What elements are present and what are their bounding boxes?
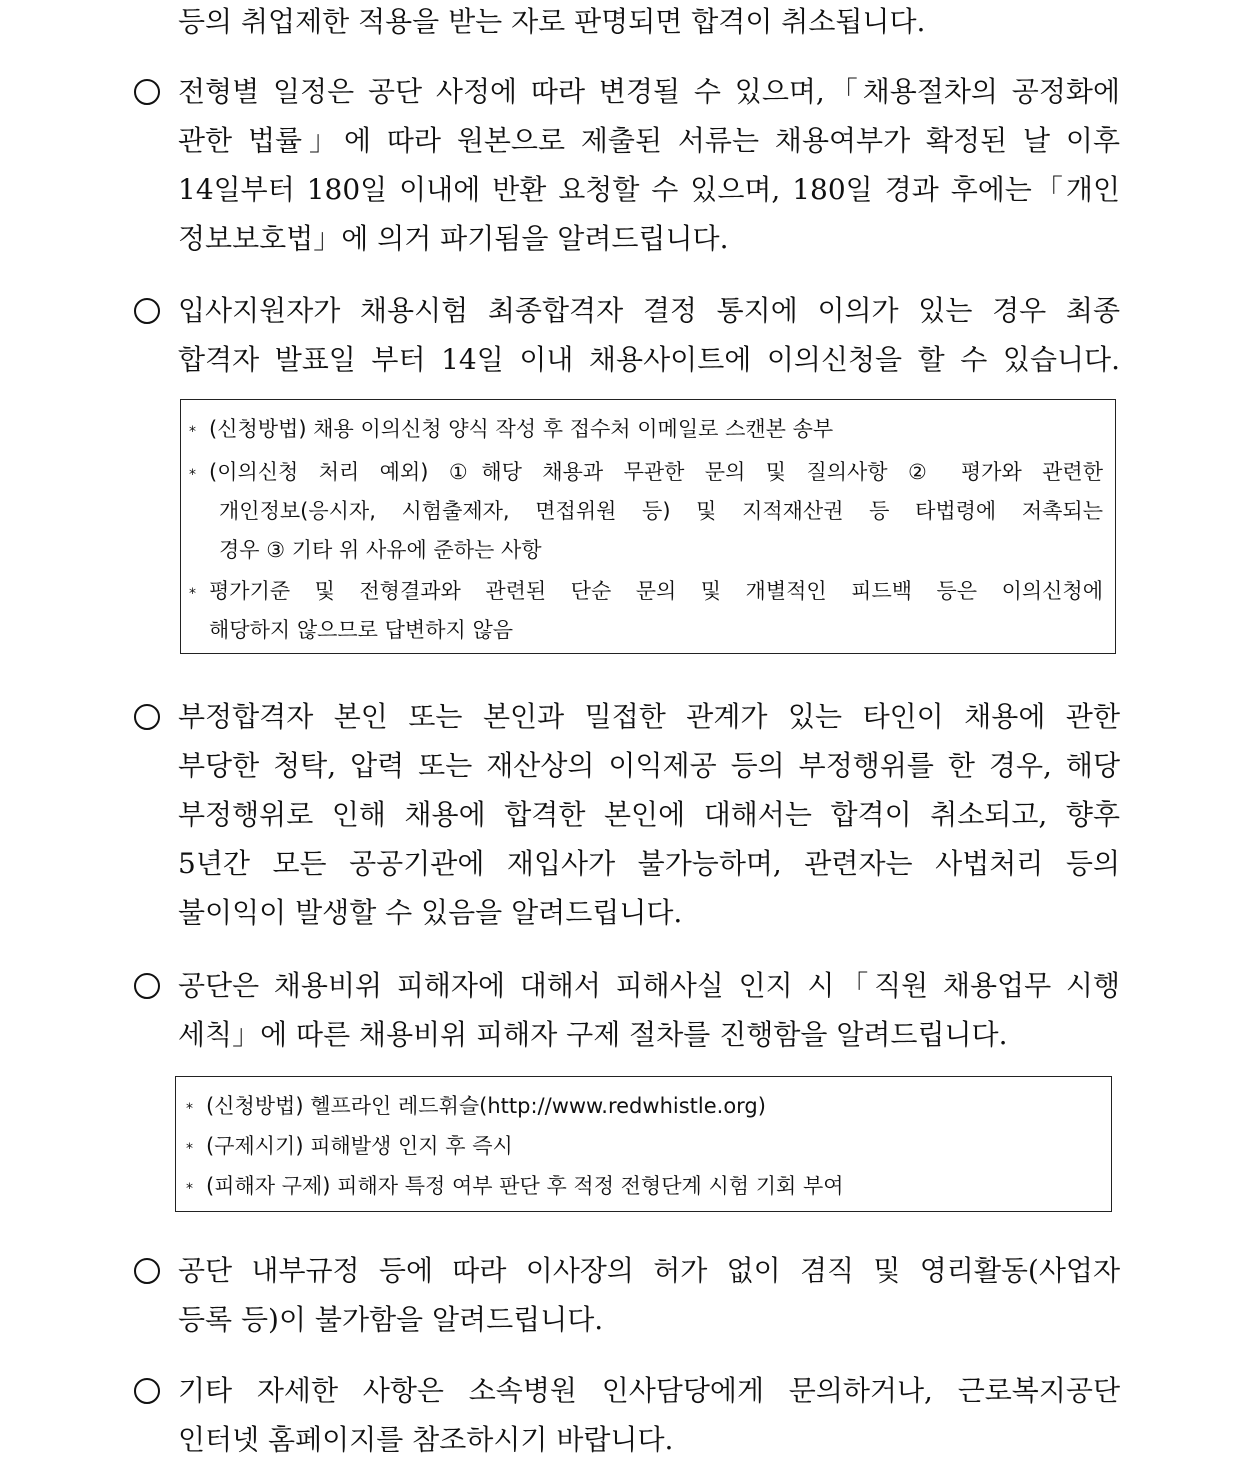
note-item: (신청방법) 헬프라인 레드휘슬(http://www.redwhistle.org) — [206, 1094, 766, 1118]
paragraph-line: 공단 내부규정 등에 따라 이사장의 허가 없이 겸직 및 영리활동(사업자 — [178, 1254, 1120, 1287]
paragraph-line: 공단은 채용비위 피해자에 대해서 피해사실 인지 시「직원 채용업무 시행 — [178, 969, 1120, 1002]
note-item: (구제시기) 피해발생 인지 후 즉시 — [206, 1134, 513, 1158]
hollow-circle-icon — [134, 973, 160, 999]
asterisk-icon: * — [189, 467, 196, 483]
asterisk-icon: * — [189, 424, 196, 440]
paragraph-line: 부정합격자 본인 또는 본인과 밀접한 관계가 있는 타인이 채용에 관한 — [178, 700, 1120, 733]
note-item: (피해자 구제) 피해자 특정 여부 판단 후 적정 전형단계 시험 기회 부여 — [206, 1174, 844, 1198]
note-item: 평가기준 및 전형결과와 관련된 단순 문의 및 개별적인 피드백 등은 이의신청에 — [209, 579, 1103, 603]
paragraph-line: 5년간 모든 공공기관에 재입사가 불가능하며, 관련자는 사법처리 등의 — [178, 847, 1120, 880]
paragraph-line: 불이익이 발생할 수 있음을 알려드립니다. — [178, 896, 683, 929]
paragraph-line: 세칙」에 따른 채용비위 피해자 구제 절차를 진행함을 알려드립니다. — [178, 1018, 1008, 1051]
note-item: 해당하지 않으므로 답변하지 않음 — [209, 618, 514, 642]
note-item: (이의신청 처리 예외) ①해당 채용과 무관한 문의 및 질의사항 ② 평가와 관련한 — [209, 460, 1103, 484]
paragraph-line: 정보보호법」에 의거 파기됨을 알려드립니다. — [178, 222, 729, 255]
paragraph-line: 입사지원자가 채용시험 최종합격자 결정 통지에 이의가 있는 경우 최종 — [178, 294, 1120, 327]
paragraph-line: 전형별 일정은 공단 사정에 따라 변경될 수 있으며,「채용절차의 공정화에 — [178, 75, 1120, 108]
paragraph-line: 합격자 발표일 부터 14일 이내 채용사이트에 이의신청을 할 수 있습니다. — [178, 343, 1120, 376]
note-box — [175, 1076, 1112, 1212]
asterisk-icon: * — [186, 1181, 193, 1197]
note-box — [180, 399, 1116, 654]
note-item: 개인정보(응시자, 시험출제자, 면접위원 등) 및 지적재산권 등 타법령에 저촉되는 — [219, 499, 1103, 523]
hollow-circle-icon — [134, 1378, 160, 1404]
hollow-circle-icon — [134, 79, 160, 105]
paragraph-line: 등의 취업제한 적용을 받는 자로 판명되면 합격이 취소됩니다. — [178, 5, 926, 38]
paragraph-line: 등록 등)이 불가함을 알려드립니다. — [178, 1303, 604, 1336]
note-item: 경우 ③ 기타 위 사유에 준하는 사항 — [219, 538, 542, 562]
paragraph-line: 부정행위로 인해 채용에 합격한 본인에 대해서는 합격이 취소되고, 향후 — [178, 798, 1120, 831]
hollow-circle-icon — [134, 704, 160, 730]
paragraph-line: 14일부터 180일 이내에 반환 요청할 수 있으며, 180일 경과 후에는「개인 — [178, 173, 1120, 206]
asterisk-icon: * — [186, 1101, 193, 1117]
hollow-circle-icon — [134, 1258, 160, 1284]
paragraph-line: 부당한 청탁, 압력 또는 재산상의 이익제공 등의 부정행위를 한 경우, 해당 — [178, 749, 1120, 782]
paragraph-line: 기타 자세한 사항은 소속병원 인사담당에게 문의하거나, 근로복지공단 — [178, 1374, 1120, 1407]
paragraph-line: 인터넷 홈페이지를 참조하시기 바랍니다. — [178, 1423, 674, 1456]
asterisk-icon: * — [186, 1141, 193, 1157]
asterisk-icon: * — [189, 586, 196, 602]
paragraph-line: 관한 법률」에 따라 원본으로 제출된 서류는 채용여부가 확정된 날 이후 — [178, 124, 1120, 157]
hollow-circle-icon — [134, 298, 160, 324]
note-item: (신청방법) 채용 이의신청 양식 작성 후 접수처 이메일로 스캔본 송부 — [209, 417, 834, 441]
